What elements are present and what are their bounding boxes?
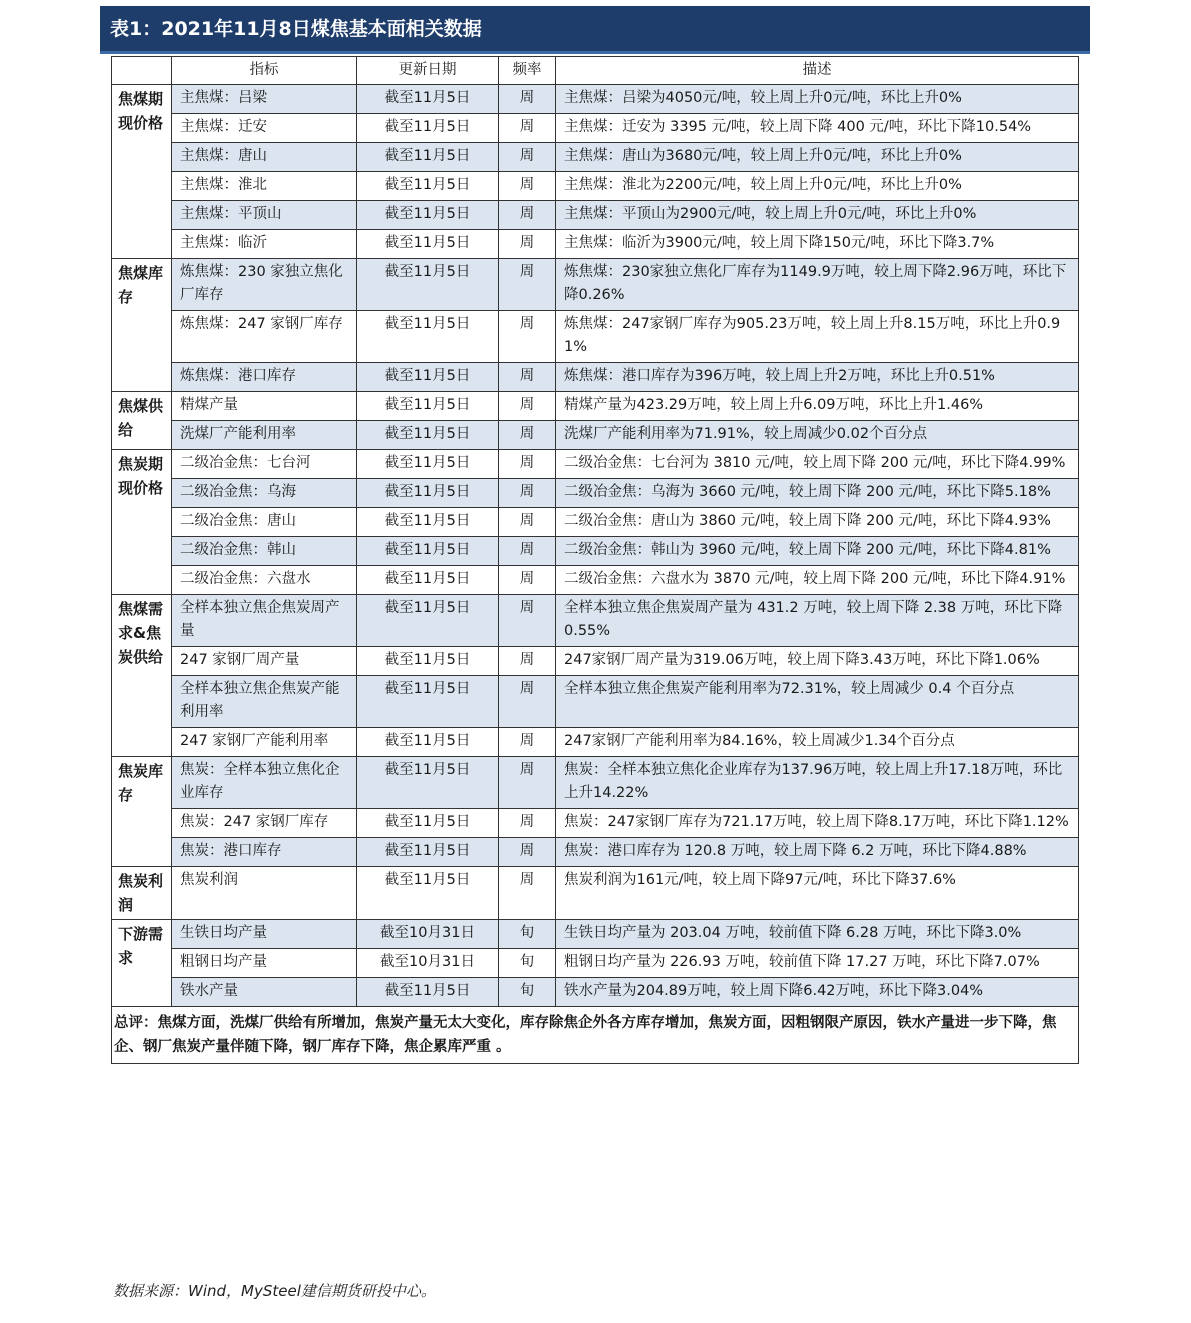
date-cell: 截至11月5日 [357, 392, 499, 421]
indicator-cell: 精煤产量 [172, 392, 357, 421]
category-cell: 焦煤需求&焦炭供给 [112, 595, 172, 757]
description-cell: 精煤产量为423.29万吨，较上周上升6.09万吨，环比上升1.46% [556, 392, 1079, 421]
description-cell: 247家钢厂周产量为319.06万吨，较上周下降3.43万吨，环比下降1.06% [556, 647, 1079, 676]
indicator-cell: 二级冶金焦：韩山 [172, 537, 357, 566]
table-row [112, 949, 1079, 978]
frequency-cell: 周 [499, 421, 556, 450]
indicator-cell: 铁水产量 [172, 978, 357, 1007]
table-row [112, 363, 1079, 392]
table-row [112, 143, 1079, 172]
frequency-cell: 周 [499, 450, 556, 479]
description-cell: 焦炭：港口库存为 120.8 万吨，较上周下降 6.2 万吨，环比下降4.88% [556, 838, 1079, 867]
description-cell: 二级冶金焦：六盘水为 3870 元/吨，较上周下降 200 元/吨，环比下降4.91% [556, 566, 1079, 595]
table-row [112, 172, 1079, 201]
table-row [112, 978, 1079, 1007]
frequency-cell: 周 [499, 757, 556, 809]
indicator-cell: 二级冶金焦：六盘水 [172, 566, 357, 595]
frequency-cell: 周 [499, 172, 556, 201]
description-cell: 主焦煤：迁安为 3395 元/吨，较上周下降 400 元/吨，环比下降10.54% [556, 114, 1079, 143]
table-title-bar [100, 6, 1090, 54]
indicator-cell: 全样本独立焦企焦炭周产量 [172, 595, 357, 647]
table-row [112, 566, 1079, 595]
description-cell: 生铁日均产量为 203.04 万吨，较前值下降 6.28 万吨，环比下降3.0% [556, 920, 1079, 949]
category-cell: 下游需求 [112, 920, 172, 1007]
description-cell: 炼焦煤：247家钢厂库存为905.23万吨，较上周上升8.15万吨，环比上升0.91% [556, 311, 1079, 363]
indicator-cell: 焦炭：港口库存 [172, 838, 357, 867]
date-cell: 截至11月5日 [357, 757, 499, 809]
table-row [112, 676, 1079, 728]
header-indicator: 指标 [172, 57, 357, 85]
table-row [112, 728, 1079, 757]
indicator-cell: 焦炭：247 家钢厂库存 [172, 809, 357, 838]
table-row [112, 259, 1079, 311]
indicator-cell: 焦炭利润 [172, 867, 357, 920]
table-row [112, 508, 1079, 537]
description-cell: 铁水产量为204.89万吨，较上周下降6.42万吨，环比下降3.04% [556, 978, 1079, 1007]
description-cell: 焦炭利润为161元/吨，较上周下降97元/吨，环比下降37.6% [556, 867, 1079, 920]
description-cell: 炼焦煤：港口库存为396万吨，较上周上升2万吨，环比上升0.51% [556, 363, 1079, 392]
date-cell: 截至11月5日 [357, 421, 499, 450]
frequency-cell: 旬 [499, 920, 556, 949]
frequency-cell: 周 [499, 838, 556, 867]
description-cell: 主焦煤：吕梁为4050元/吨，较上周上升0元/吨，环比上升0% [556, 85, 1079, 114]
header-category [112, 57, 172, 85]
description-cell: 洗煤厂产能利用率为71.91%，较上周减少0.02个百分点 [556, 421, 1079, 450]
table-row [112, 114, 1079, 143]
date-cell: 截至11月5日 [357, 114, 499, 143]
description-cell: 主焦煤：平顶山为2900元/吨，较上周上升0元/吨，环比上升0% [556, 201, 1079, 230]
date-cell: 截至11月5日 [357, 838, 499, 867]
indicator-cell: 二级冶金焦：七台河 [172, 450, 357, 479]
frequency-cell: 周 [499, 809, 556, 838]
indicator-cell: 洗煤厂产能利用率 [172, 421, 357, 450]
date-cell: 截至10月31日 [357, 920, 499, 949]
description-cell: 二级冶金焦：乌海为 3660 元/吨，较上周下降 200 元/吨，环比下降5.18% [556, 479, 1079, 508]
table-row [112, 479, 1079, 508]
category-cell: 焦炭期现价格 [112, 450, 172, 595]
date-cell: 截至11月5日 [357, 566, 499, 595]
indicator-cell: 炼焦煤：港口库存 [172, 363, 357, 392]
indicator-cell: 主焦煤：迁安 [172, 114, 357, 143]
frequency-cell: 周 [499, 114, 556, 143]
table-row [112, 809, 1079, 838]
frequency-cell: 周 [499, 537, 556, 566]
description-cell: 主焦煤：淮北为2200元/吨，较上周上升0元/吨，环比上升0% [556, 172, 1079, 201]
description-cell: 炼焦煤：230家独立焦化厂库存为1149.9万吨，较上周下降2.96万吨，环比下降0.26% [556, 259, 1079, 311]
table-row [112, 838, 1079, 867]
frequency-cell: 周 [499, 259, 556, 311]
frequency-cell: 周 [499, 311, 556, 363]
frequency-cell: 周 [499, 143, 556, 172]
indicator-cell: 全样本独立焦企焦炭产能利用率 [172, 676, 357, 728]
category-cell: 焦煤期现价格 [112, 85, 172, 259]
table-row [112, 421, 1079, 450]
summary-text: 总评：焦煤方面，洗煤厂供给有所增加，焦炭产量无太大变化，库存除焦企外各方库存增加，焦炭方面，因粗钢限产原因，铁水产量进一步下降，焦企、钢厂焦炭产量伴随下降，钢厂库存下降，焦企累库严重 。 [112, 1007, 1079, 1064]
description-cell: 二级冶金焦：韩山为 3960 元/吨，较上周下降 200 元/吨，环比下降4.81% [556, 537, 1079, 566]
frequency-cell: 周 [499, 230, 556, 259]
category-cell: 焦煤供给 [112, 392, 172, 450]
indicator-cell: 炼焦煤：247 家钢厂库存 [172, 311, 357, 363]
table-row [112, 311, 1079, 363]
date-cell: 截至11月5日 [357, 450, 499, 479]
date-cell: 截至11月5日 [357, 230, 499, 259]
coal-coke-data-table [111, 56, 1079, 1064]
date-cell: 截至11月5日 [357, 201, 499, 230]
header-frequency: 频率 [499, 57, 556, 85]
date-cell: 截至11月5日 [357, 508, 499, 537]
date-cell: 截至11月5日 [357, 537, 499, 566]
date-cell: 截至11月5日 [357, 143, 499, 172]
indicator-cell: 主焦煤：唐山 [172, 143, 357, 172]
date-cell: 截至11月5日 [357, 172, 499, 201]
frequency-cell: 旬 [499, 978, 556, 1007]
table-row [112, 450, 1079, 479]
frequency-cell: 周 [499, 85, 556, 114]
frequency-cell: 周 [499, 595, 556, 647]
frequency-cell: 周 [499, 392, 556, 421]
data-source-note: 数据来源：Wind，MySteel建信期货研投中心。 [113, 1282, 436, 1300]
indicator-cell: 生铁日均产量 [172, 920, 357, 949]
description-cell: 二级冶金焦：七台河为 3810 元/吨，较上周下降 200 元/吨，环比下降4.99% [556, 450, 1079, 479]
date-cell: 截至11月5日 [357, 867, 499, 920]
table-row [112, 757, 1079, 809]
frequency-cell: 周 [499, 479, 556, 508]
date-cell: 截至10月31日 [357, 949, 499, 978]
indicator-cell: 主焦煤：吕梁 [172, 85, 357, 114]
indicator-cell: 炼焦煤：230 家独立焦化厂库存 [172, 259, 357, 311]
indicator-cell: 247 家钢厂产能利用率 [172, 728, 357, 757]
category-cell: 焦煤库存 [112, 259, 172, 392]
date-cell: 截至11月5日 [357, 676, 499, 728]
frequency-cell: 周 [499, 647, 556, 676]
frequency-cell: 周 [499, 728, 556, 757]
indicator-cell: 二级冶金焦：唐山 [172, 508, 357, 537]
indicator-cell: 粗钢日均产量 [172, 949, 357, 978]
table-row [112, 595, 1079, 647]
indicator-cell: 二级冶金焦：乌海 [172, 479, 357, 508]
date-cell: 截至11月5日 [357, 647, 499, 676]
date-cell: 截至11月5日 [357, 479, 499, 508]
frequency-cell: 周 [499, 508, 556, 537]
date-cell: 截至11月5日 [357, 809, 499, 838]
table-row [112, 230, 1079, 259]
description-cell: 粗钢日均产量为 226.93 万吨，较前值下降 17.27 万吨，环比下降7.07% [556, 949, 1079, 978]
description-cell: 全样本独立焦企焦炭周产量为 431.2 万吨，较上周下降 2.38 万吨，环比下降0.55% [556, 595, 1079, 647]
table-title: 表1：2021年11月8日煤焦基本面相关数据 [110, 18, 482, 40]
description-cell: 全样本独立焦企焦炭产能利用率为72.31%，较上周减少 0.4 个百分点 [556, 676, 1079, 728]
date-cell: 截至11月5日 [357, 311, 499, 363]
date-cell: 截至11月5日 [357, 363, 499, 392]
category-cell: 焦炭库存 [112, 757, 172, 867]
header-date: 更新日期 [357, 57, 499, 85]
table-row [112, 647, 1079, 676]
table-row [112, 85, 1079, 114]
table-row [112, 201, 1079, 230]
indicator-cell: 主焦煤：平顶山 [172, 201, 357, 230]
description-cell: 焦炭：247家钢厂库存为721.17万吨，较上周下降8.17万吨，环比下降1.12% [556, 809, 1079, 838]
summary-row [112, 1007, 1079, 1064]
indicator-cell: 主焦煤：临沂 [172, 230, 357, 259]
header-description: 描述 [556, 57, 1079, 85]
table-row [112, 537, 1079, 566]
frequency-cell: 周 [499, 867, 556, 920]
frequency-cell: 旬 [499, 949, 556, 978]
indicator-cell: 主焦煤：淮北 [172, 172, 357, 201]
description-cell: 247家钢厂产能利用率为84.16%，较上周减少1.34个百分点 [556, 728, 1079, 757]
header-row [112, 57, 1079, 85]
frequency-cell: 周 [499, 566, 556, 595]
date-cell: 截至11月5日 [357, 728, 499, 757]
description-cell: 主焦煤：唐山为3680元/吨，较上周上升0元/吨，环比上升0% [556, 143, 1079, 172]
description-cell: 二级冶金焦：唐山为 3860 元/吨，较上周下降 200 元/吨，环比下降4.93% [556, 508, 1079, 537]
date-cell: 截至11月5日 [357, 259, 499, 311]
frequency-cell: 周 [499, 363, 556, 392]
frequency-cell: 周 [499, 201, 556, 230]
table-row [112, 920, 1079, 949]
date-cell: 截至11月5日 [357, 978, 499, 1007]
frequency-cell: 周 [499, 676, 556, 728]
description-cell: 焦炭：全样本独立焦化企业库存为137.96万吨，较上周上升17.18万吨，环比上升14.22% [556, 757, 1079, 809]
indicator-cell: 焦炭：全样本独立焦化企业库存 [172, 757, 357, 809]
category-cell: 焦炭利润 [112, 867, 172, 920]
table-row [112, 867, 1079, 920]
description-cell: 主焦煤：临沂为3900元/吨，较上周下降150元/吨，环比下降3.7% [556, 230, 1079, 259]
table-row [112, 392, 1079, 421]
date-cell: 截至11月5日 [357, 595, 499, 647]
indicator-cell: 247 家钢厂周产量 [172, 647, 357, 676]
date-cell: 截至11月5日 [357, 85, 499, 114]
